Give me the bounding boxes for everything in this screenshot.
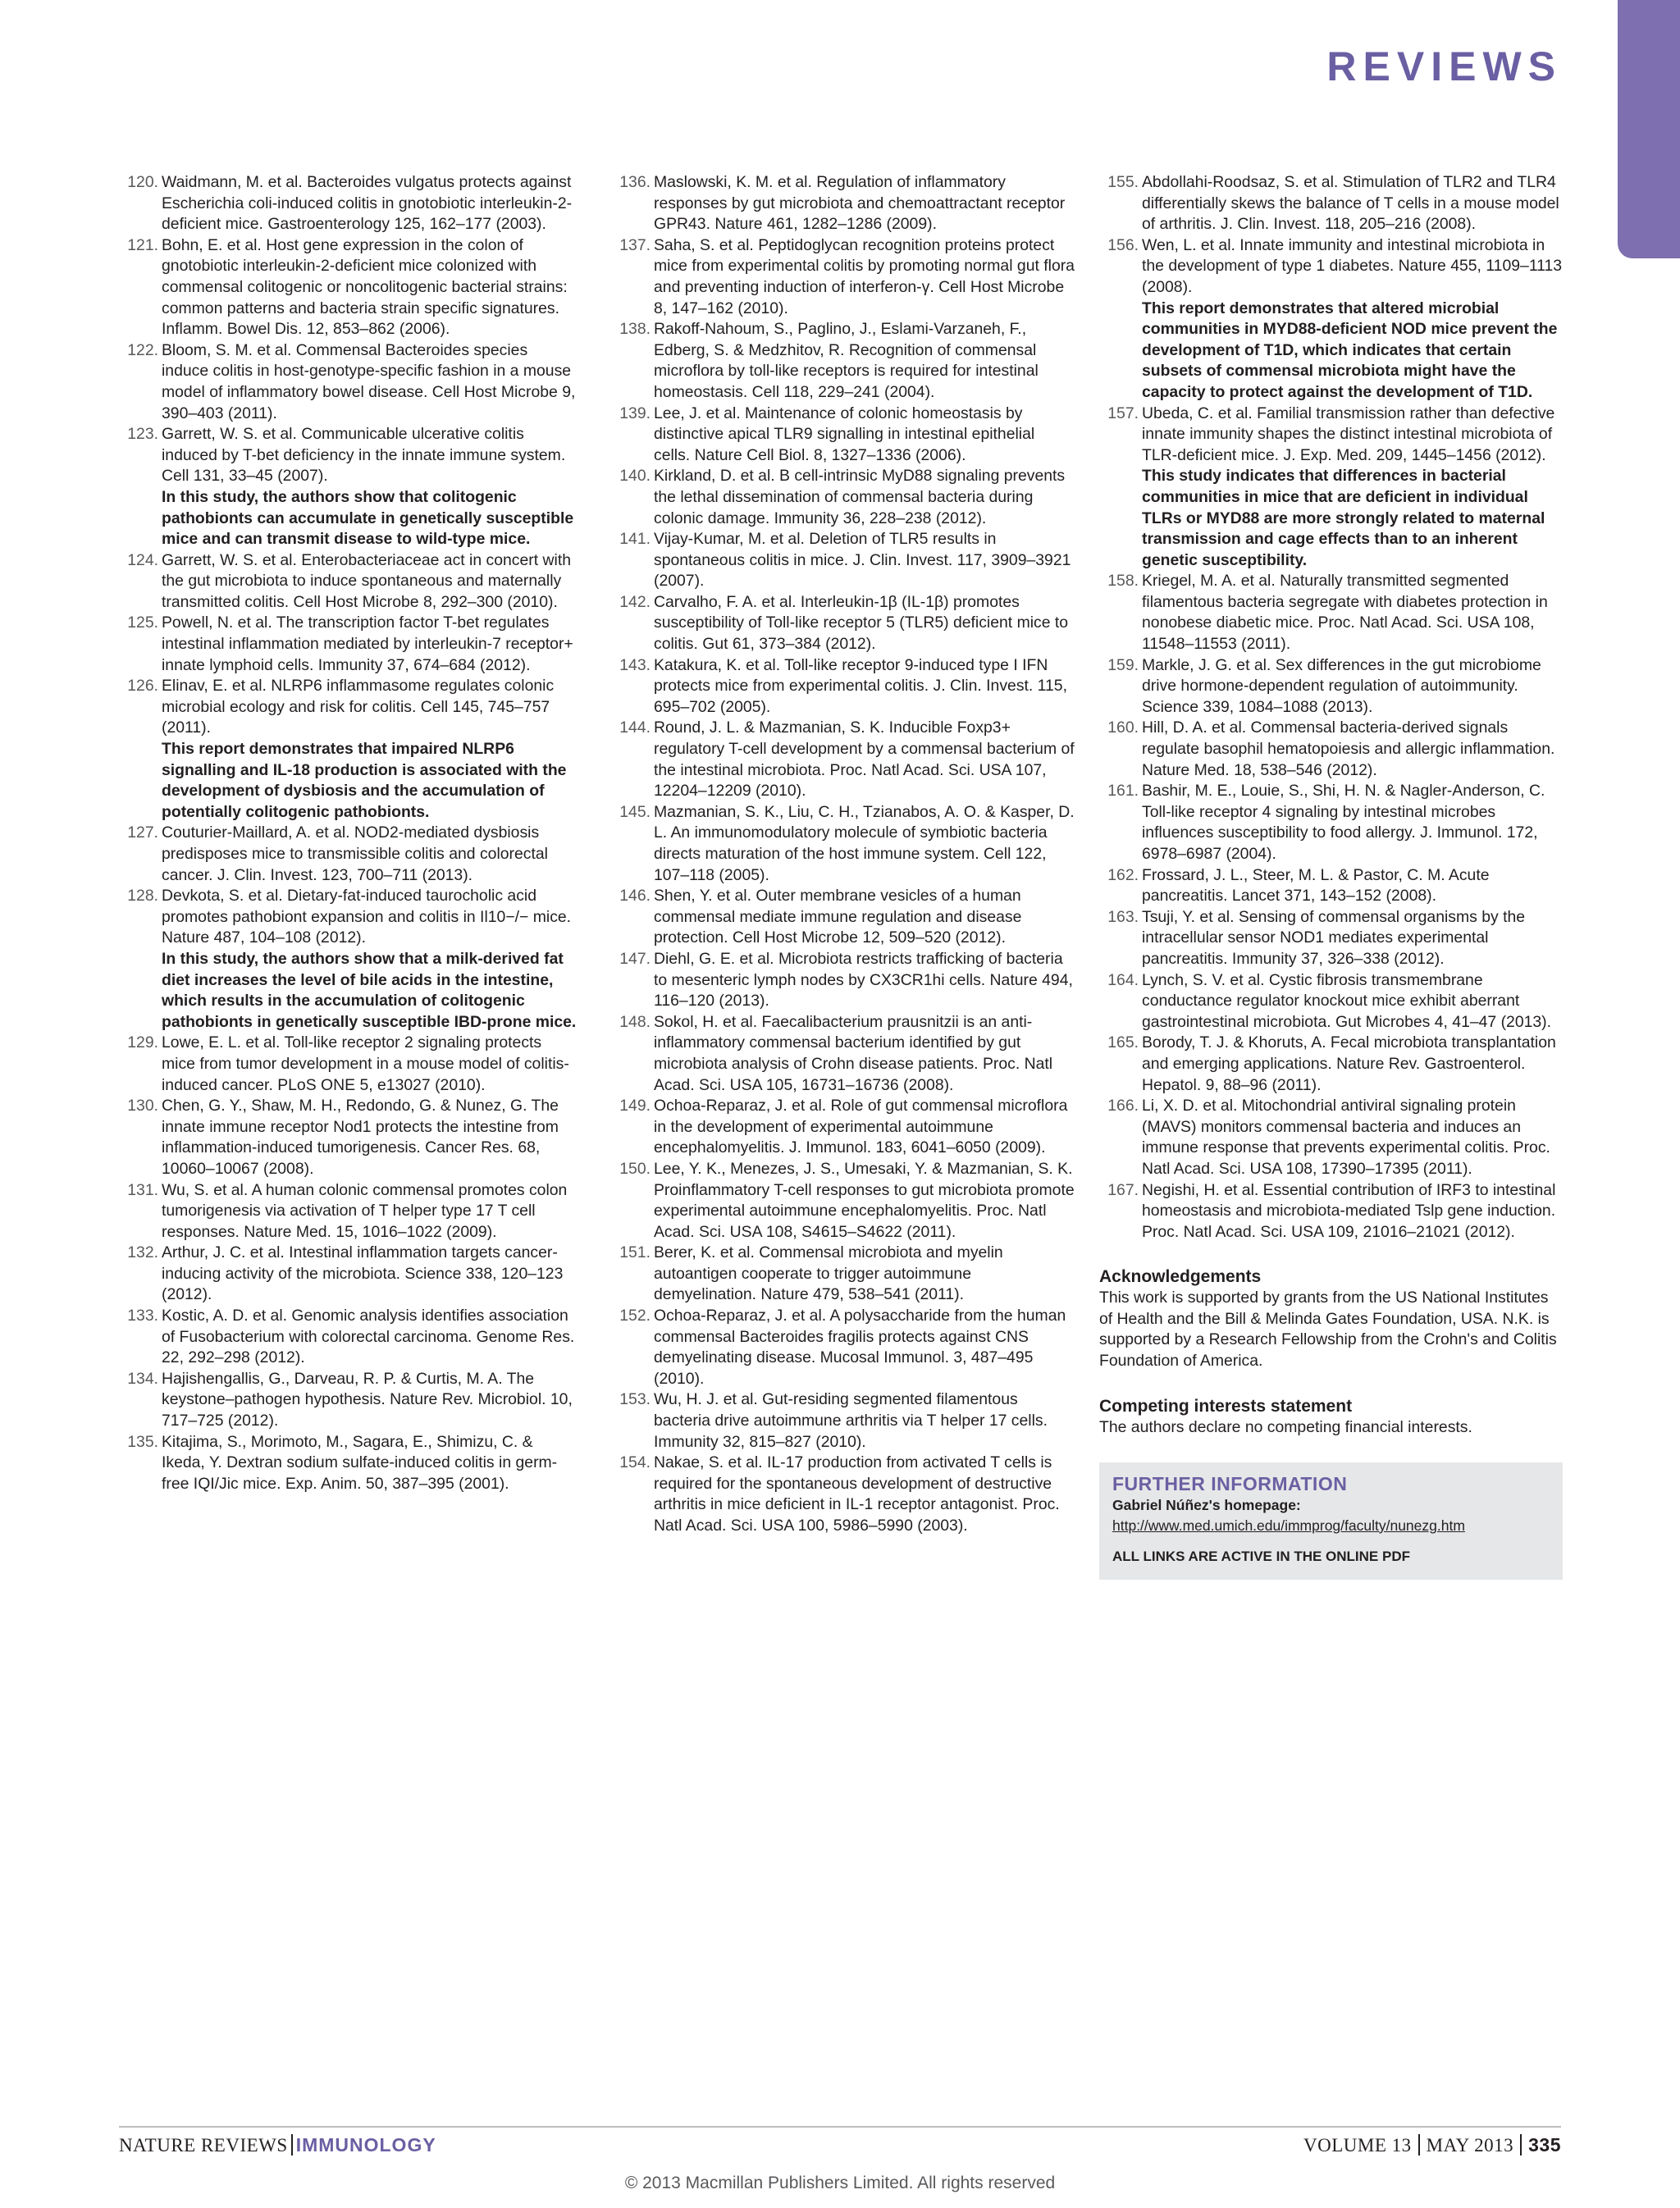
section-tab-marker (1618, 0, 1680, 258)
reference-143: 143. Katakura, K. et al. Toll-like receptor 9-induced type I IFN protects mice from experimental colitis. J. Clin. Invest. 115, 695–702 (2005). (619, 655, 1067, 716)
reference-161: 161. Bashir, M. E., Louie, S., Shi, H. N. & Nagler-Anderson, C. Toll-like receptor 4 signaling by intestinal microbes influences susceptibility to food allergy. J. Immunol. 172, 6978–6987 (2004). (1107, 782, 1545, 863)
reference-146: 146. Shen, Y. et al. Outer membrane vesicles of a human commensal mediate immune regulation and disease protection. Cell Host Microbe 12, 509–520 (2012). (619, 887, 1022, 947)
reference-annotation: This report demonstrates that altered microbial communities in MYD88-deficient NOD mice prevent the development of T1D, which indicates that certain subsets of commensal microbiota might have the capacity to protect against the development of T1D. (1142, 299, 1558, 401)
reference-158: 158. Kriegel, M. A. et al. Naturally transmitted segmented filamentous bacteria segregate with diabetes protection in nonobese diabetic mice. Proc. Natl Acad. Sci. USA 108, 11548–11553 (2011). (1107, 572, 1548, 654)
reference-164: 164. Lynch, S. V. et al. Cystic fibrosis transmembrane conductance regulator knockout mice exhibit aberrant gastrointestinal microbiota. Gut Microbes 4, 41–47 (2013). (1107, 970, 1552, 1031)
reference-129: 129. Lowe, E. L. et al. Toll-like receptor 2 signaling protects mice from tumor development in a mouse model of colitis-induced cancer. PLoS ONE 5, e13027 (2010). (127, 1033, 569, 1094)
reference-144: 144. Round, J. L. & Mazmanian, S. K. Inducible Foxp3+ regulatory T-cell development by a commensal bacterium of the intestinal microbiota. Proc. Natl Acad. Sci. USA 107, 12204–12209 (2010). (619, 719, 1075, 801)
reference-145: 145. Mazmanian, S. K., Liu, C. H., Tzianabos, A. O. & Kasper, D. L. An immunomodulatory molecule of symbiotic bacteria directs maturation of the host immune system. Cell 122, 107–118 (2005). (619, 802, 1075, 884)
footer-volume: VOLUME 13 (1303, 2135, 1412, 2156)
reference-annotation: In this study, the authors show that a milk-derived fat diet increases the level of bile acids in the intestine, which results in the accumulation of colitogenic pathobionts in genetically susceptible IBD-prone mice. (162, 949, 577, 1031)
references-column-2 (611, 172, 1075, 1537)
reference-149: 149. Ochoa-Reparaz, J. et al. Role of gut commensal microflora in the development of experimental autoimmune encephalomyelitis. J. Immunol. 183, 6041–6050 (2009). (619, 1097, 1068, 1157)
reference-151: 151. Berer, K. et al. Commensal microbiota and myelin autoantigen cooperate to trigger autoimmune demyelination. Nature 479, 538–541 (2011). (619, 1243, 1003, 1304)
reference-137: 137. Saha, S. et al. Peptidoglycan recognition proteins protect mice from experimental colitis by promoting normal gut flora and preventing induction of interferon-γ. Cell Host Microbe 8, 147–162 (2010). (619, 235, 1075, 317)
reference-123: 123. Garrett, W. S. et al. Communicable ulcerative colitis induced by T-bet deficiency in the innate immune system. Cell 131, 33–45 (2007). In this study, the authors show that colitogenic pathobionts can accumulate in genetically susceptible mice and can transmit disease to wild-type mice. (119, 424, 578, 550)
footer-separator (1520, 2134, 1522, 2156)
reference-157: 157. Ubeda, C. et al. Familial transmission rather than defective innate immunity shapes the distinct intestinal microbiota of TLR-deficient mice. J. Exp. Med. 209, 1445–1456 (2012). This study indicates that differences in bacterial communities in mice that are deficient in individual TLRs or MYD88 are more strongly related to maternal transmission and cage effects than to an inherent genetic susceptibility. (1099, 404, 1563, 572)
footer-divider (119, 2126, 1561, 2128)
acknowledgements-body: This work is supported by grants from the US National Institutes of Health and the Bill & Melinda Gates Foundation, USA. N.K. is supported by a Research Fellowship from the Crohn's and Colitis Foundation of America. (1099, 1289, 1557, 1371)
reference-annotation: This report demonstrates that impaired NLRP6 signalling and IL-18 production is associated with the development of dysbiosis and the accumulation of potentially colitogenic pathobionts. (162, 740, 567, 821)
acknowledgements-title: Acknowledgements (1099, 1267, 1262, 1287)
reference-150: 150. Lee, Y. K., Menezes, J. S., Umesaki, Y. & Mazmanian, S. K. Proinflammatory T-cell responses to gut microbiota promote experimental autoimmune encephalomyelitis. Proc. Natl Acad. Sci. USA 108, S4615–S4622 (2011). (619, 1159, 1075, 1241)
reference-121: 121. Bohn, E. et al. Host gene expression in the colon of gnotobiotic interleukin-2-deficient mice colonized with commensal colitogenic or noncolitogenic bacterial strains: common patterns and bacteria strain specific signatures. Inflamm. Bowel Dis. 12, 853–862 (2006). (127, 235, 568, 339)
reference-153: 153. Wu, H. J. et al. Gut-residing segmented filamentous bacteria drive autoimmune arthritis via T helper 17 cells. Immunity 32, 815–827 (2010). (619, 1390, 1048, 1451)
reference-142: 142. Carvalho, F. A. et al. Interleukin-1β (IL-1β) promotes susceptibility of Toll-like receptor 5 (TLR5) deficient mice to colitis. Gut 61, 373–384 (2012). (619, 592, 1069, 654)
reference-133: 133. Kostic, A. D. et al. Genomic analysis identifies association of Fusobacterium with colorectal carcinoma. Genome Res. 22, 292–298 (2012). (127, 1307, 575, 1367)
reference-135: 135. Kitajima, S., Morimoto, M., Sagara, E., Shimizu, C. & Ikeda, Y. Dextran sodium sulfate-induced colitis in germ-free IQI/Jic mice. Exp. Anim. 50, 387–395 (2001). (127, 1432, 558, 1493)
reference-141: 141. Vijay-Kumar, M. et al. Deletion of TLR5 results in spontaneous colitis in mice. J. Clin. Invest. 117, 3909–3921 (2007). (619, 530, 1071, 591)
reference-138: 138. Rakoff-Nahoum, S., Paglino, J., Eslami-Varzaneh, F., Edberg, S. & Medzhitov, R. Recognition of commensal microflora by toll-like receptors is required for intestinal homeostasis. Cell 118, 229–241 (2004). (619, 320, 1039, 401)
competing-interests-title: Competing interests statement (1099, 1396, 1353, 1416)
reference-162: 162. Frossard, J. L., Steer, M. L. & Pastor, C. M. Acute pancreatitis. Lancet 371, 143–152 (2008). (1107, 865, 1490, 906)
page-number: 335 (1528, 2134, 1561, 2156)
further-information-title: FURTHER INFORMATION (1112, 1473, 1348, 1495)
reference-136: 136. Maslowski, K. M. et al. Regulation of inflammatory responses by gut microbiota and chemoattractant receptor GPR43. Nature 461, 1282–1286 (2009). (619, 173, 1066, 234)
reference-127: 127. Couturier-Maillard, A. et al. NOD2-mediated dysbiosis predisposes mice to transmissible colitis and colorectal cancer. J. Clin. Invest. 123, 700–711 (2013). (127, 823, 548, 884)
footer-separator (291, 2134, 293, 2156)
reference-annotation: In this study, the authors show that colitogenic pathobionts can accumulate in genetically susceptible mice and can transmit disease to wild-type mice. (162, 487, 574, 549)
reference-130: 130. Chen, G. Y., Shaw, M. H., Redondo, G. & Nunez, G. The innate immune receptor Nod1 protects the intestine from inflammation-induced tumorigenesis. Cancer Res. 68, 10060–10067 (2008). (127, 1097, 559, 1178)
reference-132: 132. Arthur, J. C. et al. Intestinal inflammation targets cancer-inducing activity of the microbiota. Science 338, 120–123 (2012). (127, 1243, 564, 1304)
reference-126: 126. Elinav, E. et al. NLRP6 inflammasome regulates colonic microbial ecology and risk for colitis. Cell 145, 745–757 (2011). This report demonstrates that impaired NLRP6 signalling and IL-18 production is associated with the development of dysbiosis and the accumulation of potentially colitogenic pathobionts. (119, 676, 578, 823)
footer-issue (1303, 2134, 1561, 2156)
reference-147: 147. Diehl, G. E. et al. Microbiota restricts trafficking of bacteria to mesenteric lymph nodes by CX3CR1hi cells. Nature 494, 116–120 (2013). (619, 949, 1073, 1010)
reference-155: 155. Abdollahi-Roodsaz, S. et al. Stimulation of TLR2 and TLR4 differentially skews the balance of T cells in a mouse model of arthritis. J. Clin. Invest. 118, 205–216 (2008). (1107, 173, 1559, 234)
footer-journal-name: IMMUNOLOGY (295, 2134, 436, 2156)
homepage-line (1112, 1495, 1550, 1536)
homepage-label: Gabriel Núñez's homepage: (1112, 1496, 1301, 1513)
further-information-box (1099, 1462, 1563, 1580)
reference-159: 159. Markle, J. G. et al. Sex differences in the gut microbiome drive hormone-dependent regulation of autoimmunity. Science 339, 1084–1088 (2013). (1107, 655, 1541, 716)
reference-163: 163. Tsuji, Y. et al. Sensing of commensal organisms by the intracellular sensor NOD1 mediates experimental pancreatitis. Immunity 37, 326–338 (2012). (1107, 907, 1526, 968)
reference-128: 128. Devkota, S. et al. Dietary-fat-induced taurocholic acid promotes pathobiont expansion and colitis in Il10−/− mice. Nature 487, 104–108 (2012). In this study, the authors show that a milk-derived fat diet increases the level of bile acids in the intestine, which results in the accumulation of colitogenic pathobionts in genetically susceptible IBD-prone mice. (119, 886, 578, 1033)
reference-156: 156. Wen, L. et al. Innate immunity and intestinal microbiota in the development of type 1 diabetes. Nature 455, 1109–1113 (2008). This report demonstrates that altered microbial communities in MYD88-deficient NOD mice prevent the development of T1D, which indicates that certain subsets of commensal microbiota might have the capacity to protect against the development of T1D. (1099, 235, 1563, 404)
homepage-link[interactable]: http://www.med.umich.edu/immprog/faculty/nunezg.htm (1112, 1517, 1465, 1534)
reference-120: 120. Waidmann, M. et al. Bacteroides vulgatus protects against Escherichia coli-induced colitis in gnotobiotic interleukin-2-deficient mice. Gastroenterology 125, 162–177 (2003). (127, 173, 573, 234)
references-column-3 (1099, 172, 1563, 1580)
reference-140: 140. Kirkland, D. et al. B cell-intrinsic MyD88 signaling prevents the lethal dissemination of commensal bacteria during colonic damage. Immunity 36, 228–238 (2012). (619, 467, 1066, 527)
online-links-notice: ALL LINKS ARE ACTIVE IN THE ONLINE PDF (1112, 1548, 1410, 1564)
reference-154: 154. Nakae, S. et al. IL-17 production from activated T cells is required for the spontaneous development of destructive arthritis in mice deficient in IL-1 receptor antagonist. Proc. Natl Acad. Sci. USA 100, 5986–5990 (2003). (619, 1453, 1060, 1535)
reference-139: 139. Lee, J. et al. Maintenance of colonic homeostasis by distinctive apical TLR9 signalling in intestinal epithelial cells. Nature Cell Biol. 8, 1327–1336 (2006). (619, 404, 1035, 464)
reference-160: 160. Hill, D. A. et al. Commensal bacteria-derived signals regulate basophil hematopoiesis and allergic inflammation. Nature Med. 18, 538–546 (2012). (1107, 719, 1555, 779)
reference-124: 124. Garrett, W. S. et al. Enterobacteriaceae act in concert with the gut microbiota to induce spontaneous and maternally transmitted colitis. Cell Host Microbe 8, 292–300 (2010). (127, 550, 571, 611)
competing-interests-body: The authors declare no competing financial interests. (1099, 1417, 1472, 1436)
reference-167: 167. Negishi, H. et al. Essential contribution of IRF3 to intestinal homeostasis and microbiota-mediated Tslp gene induction. Proc. Natl Acad. Sci. USA 109, 21016–21021 (2012). (1107, 1180, 1556, 1241)
reference-134: 134. Hajishengallis, G., Darveau, R. P. & Curtis, M. A. The keystone–pathogen hypothesis. Nature Rev. Microbiol. 10, 717–725 (2012). (127, 1369, 573, 1430)
reference-148: 148. Sokol, H. et al. Faecalibacterium prausnitzii is an anti-inflammatory commensal bacterium identified by gut microbiota analysis of Crohn disease patients. Proc. Natl Acad. Sci. USA 105, 16731–16736 (2008). (619, 1012, 1053, 1094)
footer-separator (1418, 2134, 1420, 2156)
reference-131: 131. Wu, S. et al. A human colonic commensal promotes colon tumorigenesis via activation of T helper type 17 T cell responses. Nature Med. 15, 1016–1022 (2009). (127, 1180, 568, 1241)
footer-date: MAY 2013 (1426, 2135, 1514, 2156)
footer-journal (119, 2134, 436, 2156)
reference-annotation: This study indicates that differences in bacterial communities in mice that are deficient in individual TLRs or MYD88 are more strongly related to maternal transmission and cage effects than to an inherent genetic susceptibility. (1142, 467, 1545, 569)
reference-122: 122. Bloom, S. M. et al. Commensal Bacteroides species induce colitis in host-genotype-specific fashion in a mouse model of inflammatory bowel disease. Cell Host Microbe 9, 390–403 (2011). (127, 340, 576, 422)
reference-125: 125. Powell, N. et al. The transcription factor T-bet regulates intestinal inflammation mediated by interleukin-7 receptor+ innate lymphoid cells. Immunity 37, 674–684 (2012). (127, 614, 573, 674)
reference-166: 166. Li, X. D. et al. Mitochondrial antiviral signaling protein (MAVS) monitors commensal bacteria and induces an immune response that prevents experimental colitis. Proc. Natl Acad. Sci. USA 108, 17390–17395 (2011). (1107, 1097, 1550, 1178)
reference-152: 152. Ochoa-Reparaz, J. et al. A polysaccharide from the human commensal Bacteroides fragilis protects against CNS demyelinating disease. Mucosal Immunol. 3, 487–495 (2010). (619, 1307, 1066, 1388)
footer-publisher: NATURE REVIEWS (119, 2135, 288, 2156)
references-column-1 (119, 172, 578, 1494)
section-header: REVIEWS (1326, 43, 1562, 89)
reference-165: 165. Borody, T. J. & Khoruts, A. Fecal microbiota transplantation and emerging applications. Nature Rev. Gastroenterol. Hepatol. 9, 88–96 (2011). (1107, 1033, 1556, 1094)
copyright-notice: © 2013 Macmillan Publishers Limited. All rights reserved (624, 2174, 1056, 2192)
